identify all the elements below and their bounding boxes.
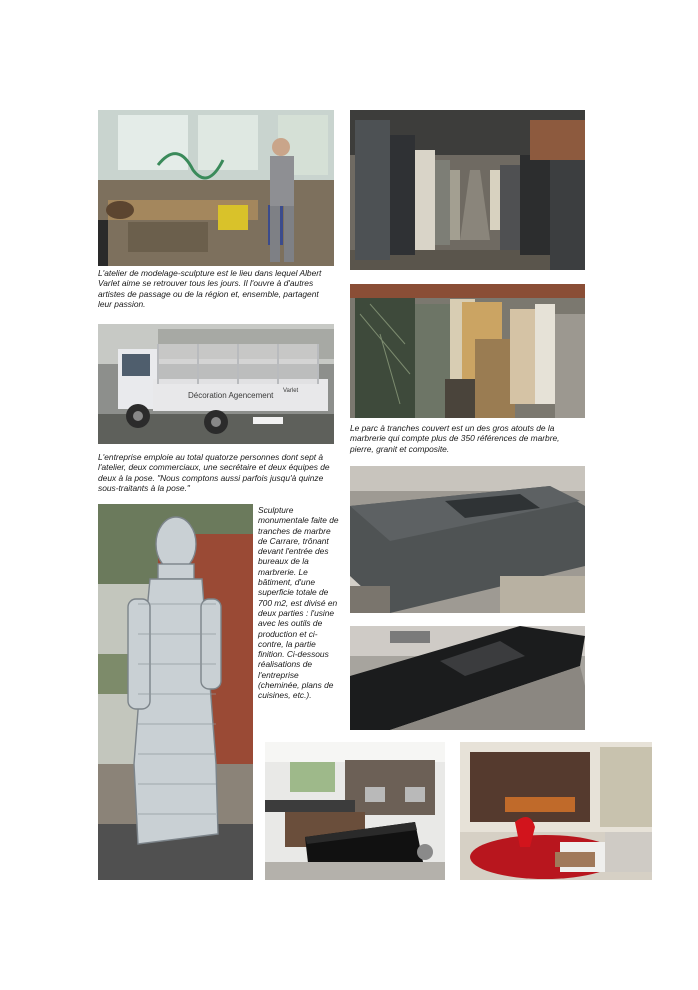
- photo-kitchen: [265, 742, 445, 880]
- truck-side-text: Décoration Agencement: [188, 391, 274, 400]
- photo-atelier: [98, 110, 334, 266]
- photo-fireplace: [460, 742, 652, 880]
- caption-entreprise: L'entreprise emploie au total quatorze personnes dont sept à l'atelier, deux commerciaux, une secrétaire et deux équipes de deux à la pose. "Nous comptons aussi parfois jusqu'à quinze sous-traitants à la pose.": [98, 452, 330, 493]
- photo-sculpture: [98, 504, 253, 880]
- caption-sculpture: Sculpture monumentale faite de tranches de marbre de Carrare, trônant devant l'entrée des bureaux de la marbrerie. Le bâtiment, d'une superficie totale de 700 m2, est divisé en deux parties : l'usine avec les outils de production et ci-contre, la partie finition. Ci-dessous réalisations de l'entreprise (cheminée, plans de cuisines, etc.).: [258, 505, 339, 701]
- photo-sink: [350, 466, 585, 613]
- photo-worktop: [350, 626, 585, 730]
- photo-slab-hall: [350, 110, 585, 270]
- truck-brand-text: Varlet: [283, 388, 299, 394]
- photo-truck: [98, 324, 334, 444]
- caption-parc: Le parc à tranches couvert est un des gros atouts de la marbrerie qui compte plus de 350 références de marbre, pierre, granit et composite.: [350, 423, 560, 454]
- caption-atelier: L'atelier de modelage-sculpture est le lieu dans lequel Albert Varlet aime se retrouver tous les jours. Il l'ouvre à d'autres artistes de passage ou de la région et, ensemble, partagent leur passion.: [98, 268, 322, 309]
- photo-slabs: [350, 284, 585, 418]
